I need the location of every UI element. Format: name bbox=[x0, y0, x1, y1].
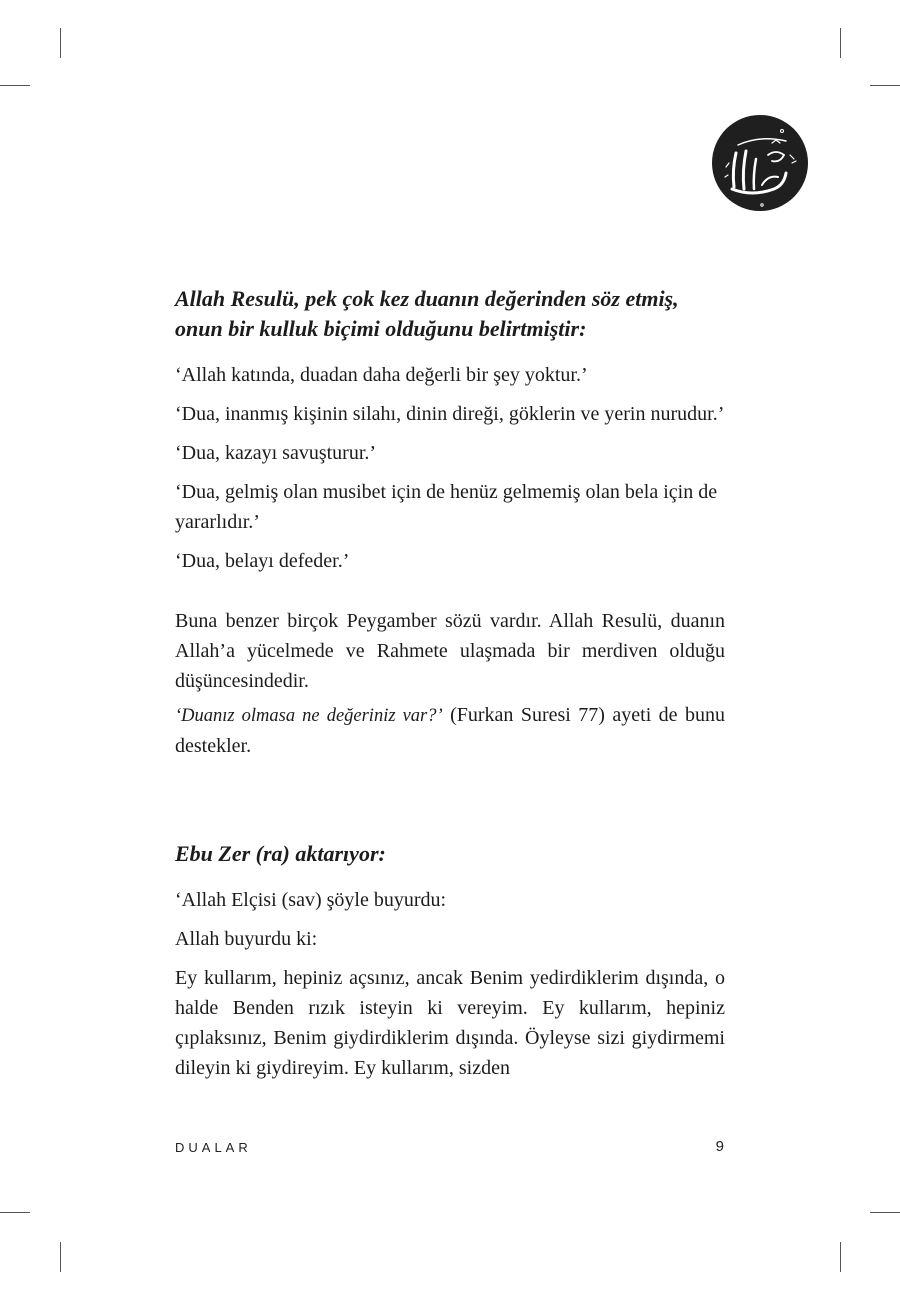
verse-reference: (Furkan Suresi 77) ayeti de bunu destekler. bbox=[175, 704, 725, 757]
crop-mark bbox=[0, 1212, 30, 1213]
hadith-line: ‘Allah Elçisi (sav) şöyle buyurdu: bbox=[175, 889, 447, 911]
body-paragraph: Ey kullarım, hepiniz açsınız, ancak Benim yedirdiklerim dışında, o halde Benden rızık isteyin ki vereyim. Ey kullarım, hepiniz çıplaksınız, Benim giydirdiklerim dışında. Öyleyse sizi giydirmemi dileyin ki giydireyim. Ey kullarım, sizden bbox=[175, 967, 725, 1079]
running-title: DUALAR bbox=[175, 1140, 252, 1155]
body-paragraph: Buna benzer birçok Peygamber sözü vardır. Allah Resulü, duanın Allah’a yücelmede ve Rahmete ulaşmada bir merdiven olduğu düşüncesindedir. bbox=[175, 610, 725, 692]
crop-mark bbox=[840, 28, 841, 58]
page-number: 9 bbox=[715, 1138, 724, 1155]
hadith-quote: ‘Dua, gelmiş olan musibet için de henüz gelmemiş olan bela için de yararlıdır.’ bbox=[175, 481, 718, 533]
crop-mark bbox=[60, 28, 61, 58]
page-body bbox=[175, 284, 725, 1083]
section-heading: Ebu Zer (ra) aktarıyor: bbox=[175, 841, 386, 866]
crop-mark bbox=[870, 1212, 900, 1213]
hadith-quote: ‘Dua, belayı defeder.’ bbox=[175, 550, 350, 572]
crop-mark bbox=[840, 1242, 841, 1272]
heading-line-1: Allah Resulü, pek çok kez duanın değerinden söz etmiş, bbox=[175, 286, 679, 311]
hadith-line: Allah buyurdu ki: bbox=[175, 928, 318, 950]
verse-quote: ‘Duanız olmasa ne değeriniz var?’ bbox=[175, 706, 443, 726]
verse-paragraph bbox=[175, 700, 725, 761]
hadith-quote: ‘Dua, kazayı savuşturur.’ bbox=[175, 442, 377, 464]
hadith-quote: ‘Dua, inanmış kişinin silahı, dinin direği, göklerin ve yerin nurudur.’ bbox=[175, 403, 725, 425]
section-heading bbox=[175, 284, 725, 344]
crop-mark bbox=[0, 85, 30, 86]
heading-line-2: onun bir kulluk biçimi olduğunu belirtmiştir: bbox=[175, 316, 587, 341]
calligraphy-emblem-icon bbox=[712, 115, 808, 211]
hadith-quote: ‘Allah katında, duadan daha değerli bir şey yoktur.’ bbox=[175, 364, 588, 386]
crop-mark bbox=[870, 85, 900, 86]
crop-mark bbox=[60, 1242, 61, 1272]
